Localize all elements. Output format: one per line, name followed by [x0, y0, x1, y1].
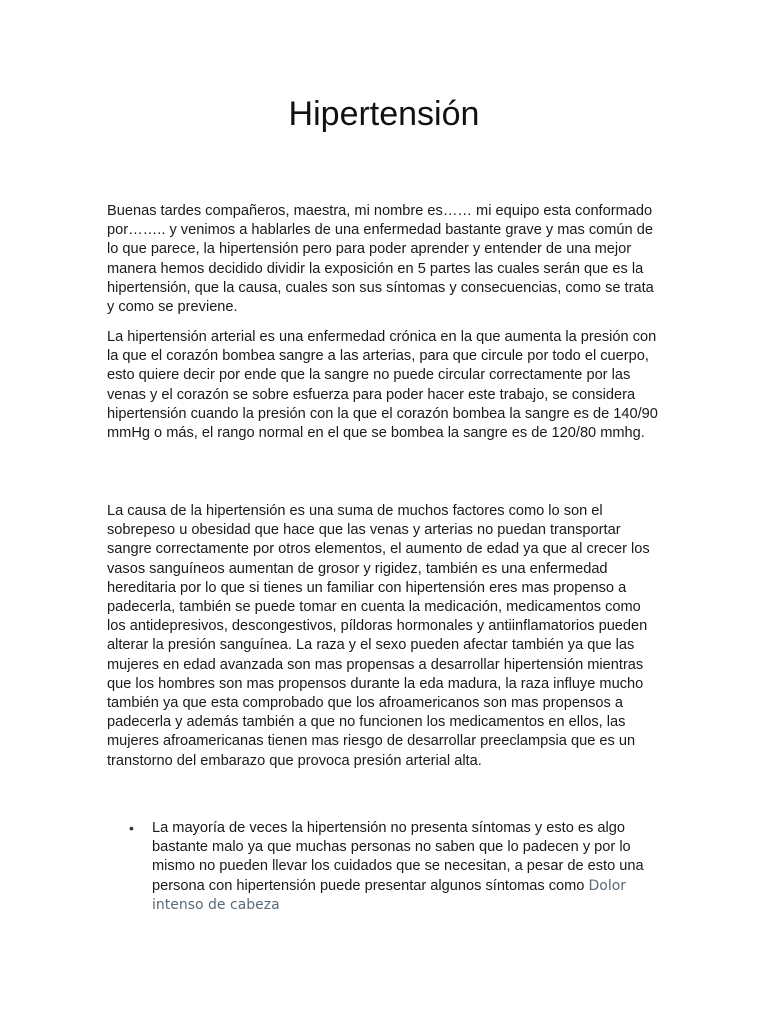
document-title: Hipertensión: [288, 95, 480, 133]
bullet-text: La mayoría de veces la hipertensión no presenta síntomas y esto es algo bastante malo ya que muchas personas no saben que lo padecen y por lo mismo no pueden llevar los cuidados que se necesitan, a pesar de esto una persona con hipertensión puede presentar algunos síntomas como: [152, 820, 644, 894]
bullet-icon: •: [129, 820, 134, 836]
paragraph-causes: La causa de la hipertensión es una suma de muchos factores como lo son el sobrepeso u obesidad que hace que las venas y arterias no puedan transportar sangre correctamente por otros elementos, el aumento de edad ya que al crecer los vasos sanguíneos aumentan de grosor y rigidez, también es una enfermedad hereditaria por lo que si tienes un familiar con hipertensión eres mas propenso a padecerla, también se puede tomar en cuenta la medicación, medicamentos como los antidepresivos, descongestivos, píldoras hormonales y antiinflamatorios pueden alterar la presión sanguínea. La raza y el sexo pueden afectar también ya que las mujeres en edad avanzada son mas propensas a desarrollar hipertensión mientras que los hombres son mas propensos durante la eda madura, la raza influye mucho también ya que esta comprobado que los afroamericanos son mas propensos a padecerla y además también a que no funcionen los medicamentos en ellos, las mujeres afroamericanas tienen mas riesgo de desarrollar preeclampsia que es un transtorno del embarazo que provoca presión arterial alta.: [107, 503, 650, 769]
symptom-highlight: Dolor intenso de cabeza: [152, 877, 627, 913]
list-item: [107, 819, 663, 915]
symptoms-list: [107, 819, 663, 915]
paragraph-introduction: Buenas tardes compañeros, maestra, mi nombre es…… mi equipo esta conformado por…….. y venimos a hablarles de una enfermedad bastante grave y mas común de lo que parece, la hipertensión pero para poder aprender y entender de una mejor manera hemos decidido dividir la exposición en 5 partes las cuales serán que es la hipertensión, que la causa, cuales son sus síntomas y consecuencias, como se trata y como se previene.: [107, 203, 654, 316]
paragraph-definition: La hipertensión arterial es una enfermedad crónica en la que aumenta la presión con la que el corazón bombea sangre a las arterias, para que circule por todo el cuerpo, esto quiere decir por ende que la sangre no puede circular correctamente por las venas y el corazón se sobre esfuerza para poder hacer este trabajo, se considera hipertensión cuando la presión con la que el corazón bombea la sangre es de 140/90 mmHg o más, el rango normal en el que se bombea la sangre es de 120/80 mmhg.: [107, 329, 658, 442]
